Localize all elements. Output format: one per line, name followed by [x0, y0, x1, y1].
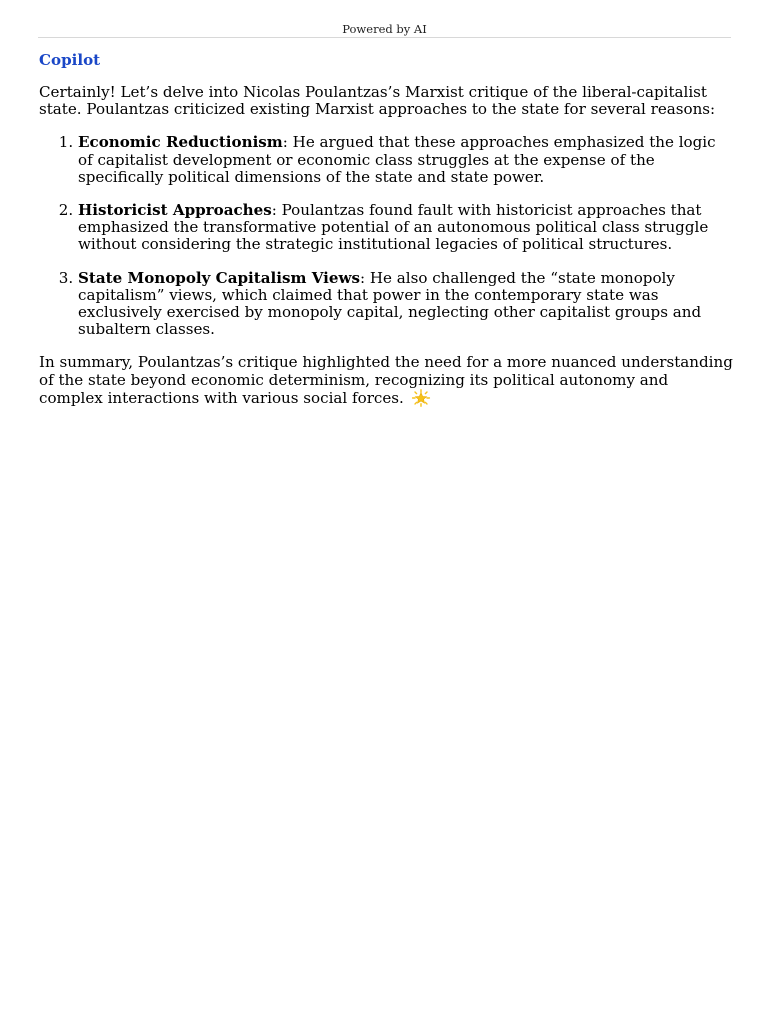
- list-item: [78, 270, 733, 339]
- intro-paragraph: Certainly! Let’s delve into Nicolas Poulantzas’s Marxist critique of the liberal-capitalist state. Poulantzas criticized existing Marxist approaches to the state for several reasons:: [39, 83, 716, 119]
- list-item-text: : He also challenged the “state monopoly capitalism” views, which claimed that power in the contemporary state was exclusively exercised by monopoly capital, neglecting other capitalist groups and subaltern classes.: [78, 268, 702, 339]
- summary-paragraph: [39, 354, 733, 407]
- list-item-term: State Monopoly Capitalism Views: [78, 268, 360, 287]
- list-item-term: Historicist Approaches: [78, 201, 272, 220]
- glowing-star-icon: [411, 389, 431, 407]
- summary-text: In summary, Poulantzas’s critique highlighted the need for a more nuanced understanding of the state beyond economic determinism, recognizing its political autonomy and complex interactions with various social forces.: [39, 353, 733, 407]
- critique-list: [39, 134, 733, 338]
- page-header: [38, 22, 731, 38]
- list-item: [78, 202, 733, 254]
- chat-message: [39, 50, 733, 407]
- header-text: Powered by AI: [342, 22, 427, 36]
- list-item: [78, 134, 733, 186]
- sender-name: Copilot: [39, 51, 101, 69]
- list-item-term: Economic Reductionism: [78, 133, 283, 152]
- list-item-text: : Poulantzas found fault with historicist approaches that emphasized the transformative potential of an autonomous political class struggle without considering the strategic institutional legacies of political structures.: [78, 201, 709, 254]
- list-item-text: : He argued that these approaches emphasized the logic of capitalist development or economic class struggles at the expense of the specifically political dimensions of the state and state power.: [78, 133, 716, 186]
